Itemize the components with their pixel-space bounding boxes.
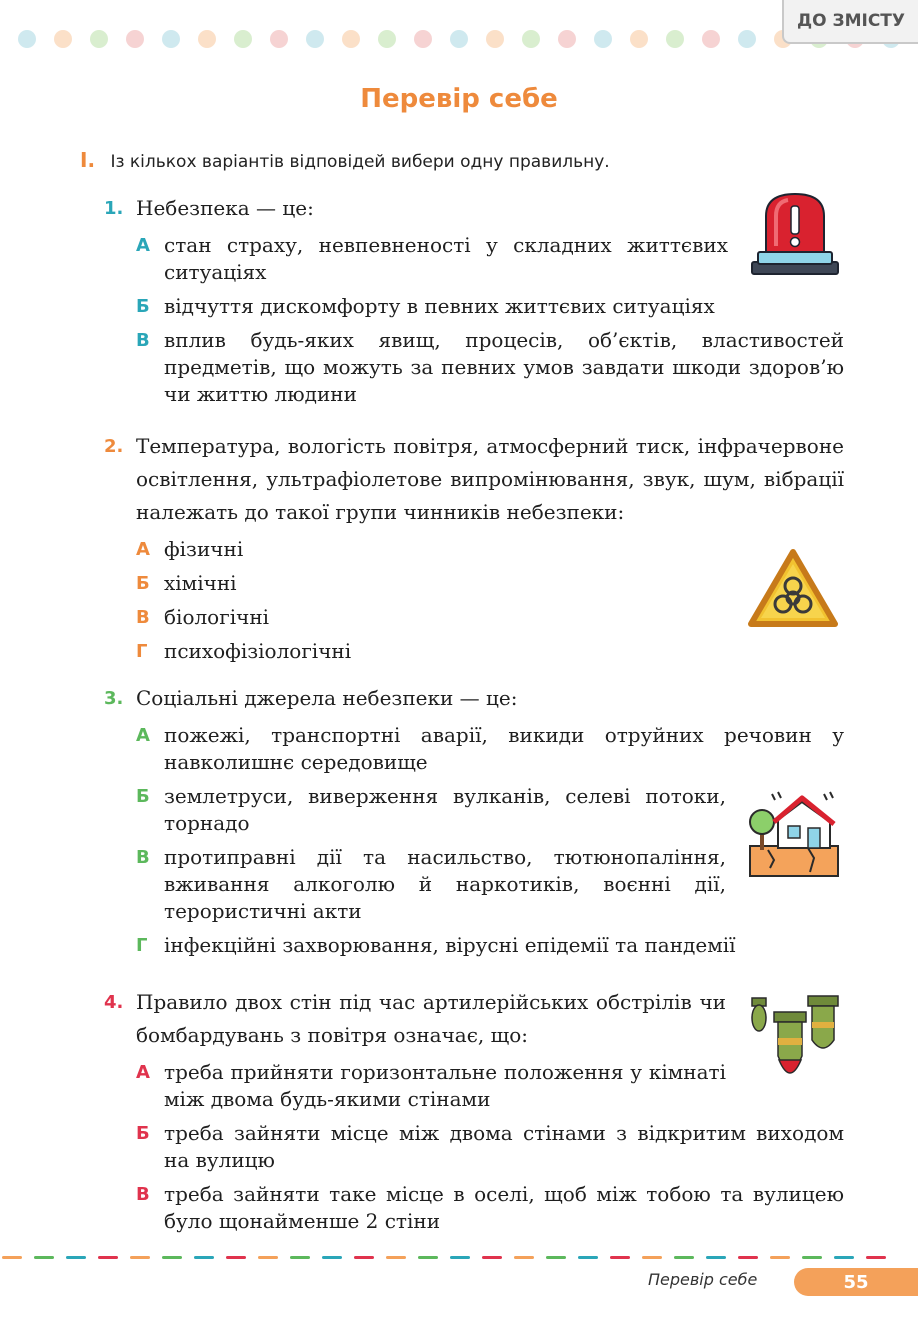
option-text: вплив будь-яких явищ, процесів, об’єктів, властивостей предметів, що можуть за певних умов завдати шкоди здоров’ю чи життю людини <box>164 328 844 406</box>
decorative-dot <box>234 30 252 48</box>
option-2b[interactable] <box>104 570 844 597</box>
option-4c[interactable] <box>104 1181 844 1235</box>
decorative-dot <box>162 30 180 48</box>
option-letter: А <box>136 539 150 560</box>
decorative-dot <box>306 30 324 48</box>
question-4 <box>104 986 844 1235</box>
option-2c[interactable] <box>104 604 844 631</box>
earthquake-house-icon <box>748 788 840 878</box>
bombs-icon <box>750 994 842 1082</box>
decorative-dash <box>482 1256 502 1259</box>
decorative-dash <box>610 1256 630 1259</box>
decorative-dot <box>18 30 36 48</box>
decorative-dot <box>126 30 144 48</box>
decorative-dash <box>130 1256 150 1259</box>
decorative-dash <box>98 1256 118 1259</box>
decorative-dash <box>738 1256 758 1259</box>
option-4b[interactable] <box>104 1120 844 1174</box>
footer-section-label: Перевір себе <box>648 1270 758 1289</box>
option-text: психофізіологічні <box>164 639 352 663</box>
decorative-dash <box>642 1256 662 1259</box>
option-2d[interactable] <box>104 638 844 665</box>
decorative-dot <box>414 30 432 48</box>
decorative-dash <box>802 1256 822 1259</box>
option-letter: Б <box>136 786 150 807</box>
decorative-dot <box>450 30 468 48</box>
option-text: пожежі, транспортні аварії, викиди отруйних речовин у навколишнє середовище <box>164 723 844 774</box>
decorative-dash <box>354 1256 374 1259</box>
option-letter: А <box>136 235 150 256</box>
question-2 <box>104 430 844 665</box>
decorative-dash <box>2 1256 22 1259</box>
decorative-dot <box>54 30 72 48</box>
decorative-dot <box>90 30 108 48</box>
option-text: протиправні дії та насильство, тютюнопаління, вживання алкоголю й наркотиків, воєнні дії, терористичні акти <box>164 845 726 923</box>
option-letter: Г <box>136 641 148 662</box>
decorative-dot <box>702 30 720 48</box>
option-3b[interactable] <box>104 783 844 837</box>
decorative-dash <box>706 1256 726 1259</box>
option-text: інфекційні захворювання, вірусні епідемії та пандемії <box>164 933 736 957</box>
option-text: біологічні <box>164 605 270 629</box>
option-2a[interactable] <box>104 536 844 563</box>
section-instruction <box>80 148 610 172</box>
decorative-dash <box>450 1256 470 1259</box>
decorative-dash <box>226 1256 246 1259</box>
decorative-dash <box>162 1256 182 1259</box>
decorative-dot <box>666 30 684 48</box>
option-3a[interactable] <box>104 722 844 776</box>
biohazard-icon <box>748 548 838 628</box>
decorative-dash <box>418 1256 438 1259</box>
decorative-dash <box>258 1256 278 1259</box>
question-1 <box>104 192 844 408</box>
option-text: відчуття дискомфорту в певних життєвих ситуаціях <box>164 294 715 318</box>
decorative-dash <box>674 1256 694 1259</box>
decorative-dash <box>322 1256 342 1259</box>
decorative-dashes <box>0 1256 918 1260</box>
decorative-dash <box>290 1256 310 1259</box>
decorative-dot <box>270 30 288 48</box>
question-text: Небезпека — це: <box>136 196 314 220</box>
decorative-dot <box>198 30 216 48</box>
decorative-dash <box>834 1256 854 1259</box>
option-4a[interactable] <box>104 1059 844 1113</box>
option-letter: Б <box>136 1123 150 1144</box>
decorative-dash <box>194 1256 214 1259</box>
toc-button[interactable] <box>782 0 918 44</box>
question-number: 2. <box>104 436 124 457</box>
question-number: 1. <box>104 198 124 219</box>
decorative-dot <box>522 30 540 48</box>
decorative-dot <box>558 30 576 48</box>
question-3 <box>104 682 844 959</box>
decorative-dot <box>738 30 756 48</box>
siren-icon <box>750 190 840 278</box>
option-1b[interactable] <box>104 293 844 320</box>
option-text: треба зайняти таке місце в оселі, щоб між тобою та вулицею було щонайменше 2 стіни <box>164 1182 844 1233</box>
option-text: стан страху, невпевненості у складних життєвих ситуаціях <box>164 233 728 284</box>
page-number-text: 55 <box>843 1271 869 1293</box>
question-text: Правило двох стін під час артилерійських обстрілів чи бомбардувань з повітря означає, що: <box>136 990 726 1047</box>
decorative-dash <box>866 1256 886 1259</box>
decorative-dot <box>630 30 648 48</box>
option-letter: А <box>136 725 150 746</box>
option-1a[interactable] <box>104 232 844 286</box>
option-letter: В <box>136 607 150 628</box>
decorative-dot <box>594 30 612 48</box>
decorative-dot <box>378 30 396 48</box>
instruction-text: Із кількох варіантів відповідей вибери одну правильну. <box>110 152 610 172</box>
option-letter: В <box>136 1184 150 1205</box>
option-text: хімічні <box>164 571 237 595</box>
page-title: Перевір себе <box>360 84 558 114</box>
decorative-dash <box>34 1256 54 1259</box>
toc-label: ДО ЗМІСТУ <box>796 11 905 31</box>
option-letter: В <box>136 330 150 351</box>
option-letter: Г <box>136 935 148 956</box>
option-letter: Б <box>136 573 150 594</box>
option-letter: А <box>136 1062 150 1083</box>
question-number: 4. <box>104 992 124 1013</box>
decorative-dash <box>546 1256 566 1259</box>
decorative-dot <box>342 30 360 48</box>
decorative-dash <box>386 1256 406 1259</box>
option-text: землетруси, виверження вулканів, селеві потоки, торнадо <box>164 784 726 835</box>
decorative-dash <box>770 1256 790 1259</box>
option-letter: В <box>136 847 150 868</box>
section-numeral: І. <box>80 148 96 172</box>
option-1c[interactable] <box>104 327 844 408</box>
option-text: фізичні <box>164 537 244 561</box>
decorative-dash <box>514 1256 534 1259</box>
option-text: треба прийняти горизонтальне положення у кімнаті між двома будь-якими стінами <box>164 1060 726 1111</box>
question-text: Соціальні джерела небезпеки — це: <box>136 686 518 710</box>
option-letter: Б <box>136 296 150 317</box>
decorative-dots <box>18 30 898 48</box>
question-number: 3. <box>104 688 124 709</box>
decorative-dash <box>66 1256 86 1259</box>
decorative-dot <box>486 30 504 48</box>
question-text: Температура, вологість повітря, атмосферний тиск, інфрачервоне освітлення, ультрафіолетове випромінювання, звук, шум, вібрації належать до такої групи чинників небезпеки: <box>136 434 844 524</box>
decorative-dash <box>578 1256 598 1259</box>
option-3c[interactable] <box>104 844 844 925</box>
page-number <box>794 1268 918 1296</box>
option-text: треба зайняти місце між двома стінами з відкритим виходом на вулицю <box>164 1121 844 1172</box>
option-3d[interactable] <box>104 932 844 959</box>
